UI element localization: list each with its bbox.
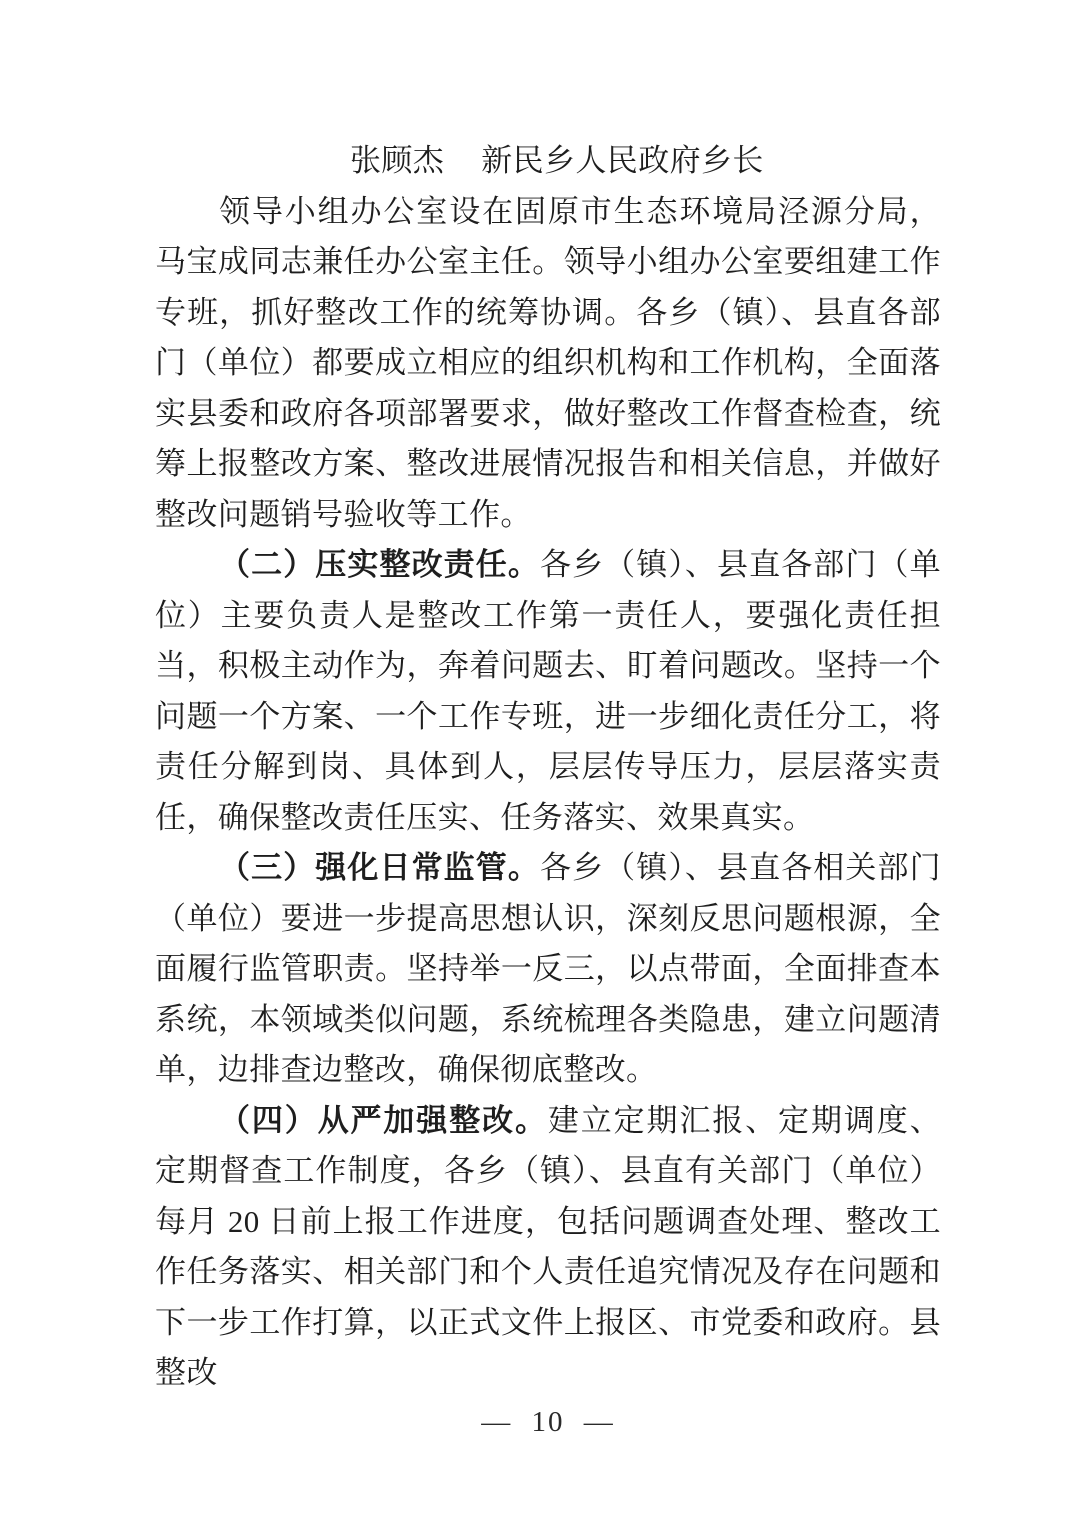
paragraph-lead: （二）压实整改责任。	[219, 547, 540, 582]
document-body	[155, 136, 941, 1399]
paragraph-daily-supervision	[155, 843, 941, 1096]
signatory-name: 张顾杰	[350, 143, 445, 178]
signatory-title: 新民乡人民政府乡长	[481, 143, 764, 178]
page-footer	[155, 1402, 941, 1442]
paragraph-text: 建立定期汇报、定期调度、定期督查工作制度，各乡（镇）、县直有关部门（单位）每月 20 日前上报工作进度，包括问题调查处理、整改工作任务落实、相关部门和个人责任追究情况及存在问题和下一步工作打算，以正式文件上报区、市党委和政府。县整改	[155, 1102, 941, 1390]
paragraph-text: 各乡（镇）、县直各部门（单位）主要负责人是整改工作第一责任人，要强化责任担当，积极主动作为，奔着问题去、盯着问题改。坚持一个问题一个方案、一个工作专班，进一步细化责任分工，将责任分解到岗、具体到人，层层传导压力，层层落实责任，确保整改责任压实、任务落实、效果真实。	[155, 547, 941, 835]
paragraph-office-setup	[155, 187, 941, 541]
paragraph-responsibility	[155, 540, 941, 843]
paragraph-text: 领导小组办公室设在固原市生态环境局泾源分局，马宝成同志兼任办公室主任。领导小组办公室要组建工作专班，抓好整改工作的统筹协调。各乡（镇）、县直各部门（单位）都要成立相应的组织机构和工作机构，全面落实县委和政府各项部署要求，做好整改工作督查检查，统筹上报整改方案、整改进展情况报告和相关信息，并做好整改问题销号验收等工作。	[155, 193, 941, 532]
page-number: — 10 —	[481, 1406, 615, 1438]
paragraph-lead: （三）强化日常监管。	[219, 850, 540, 885]
signature-line	[155, 136, 941, 187]
paragraph-strict-rectification	[155, 1096, 941, 1399]
paragraph-lead: （四）从严加强整改。	[219, 1102, 548, 1138]
paragraph-text: 各乡（镇）、县直各相关部门（单位）要进一步提高思想认识，深刻反思问题根源，全面履行监管职责。坚持举一反三，以点带面，全面排查本系统，本领域类似问题，系统梳理各类隐患，建立问题清单，边排查边整改，确保彻底整改。	[155, 850, 941, 1087]
